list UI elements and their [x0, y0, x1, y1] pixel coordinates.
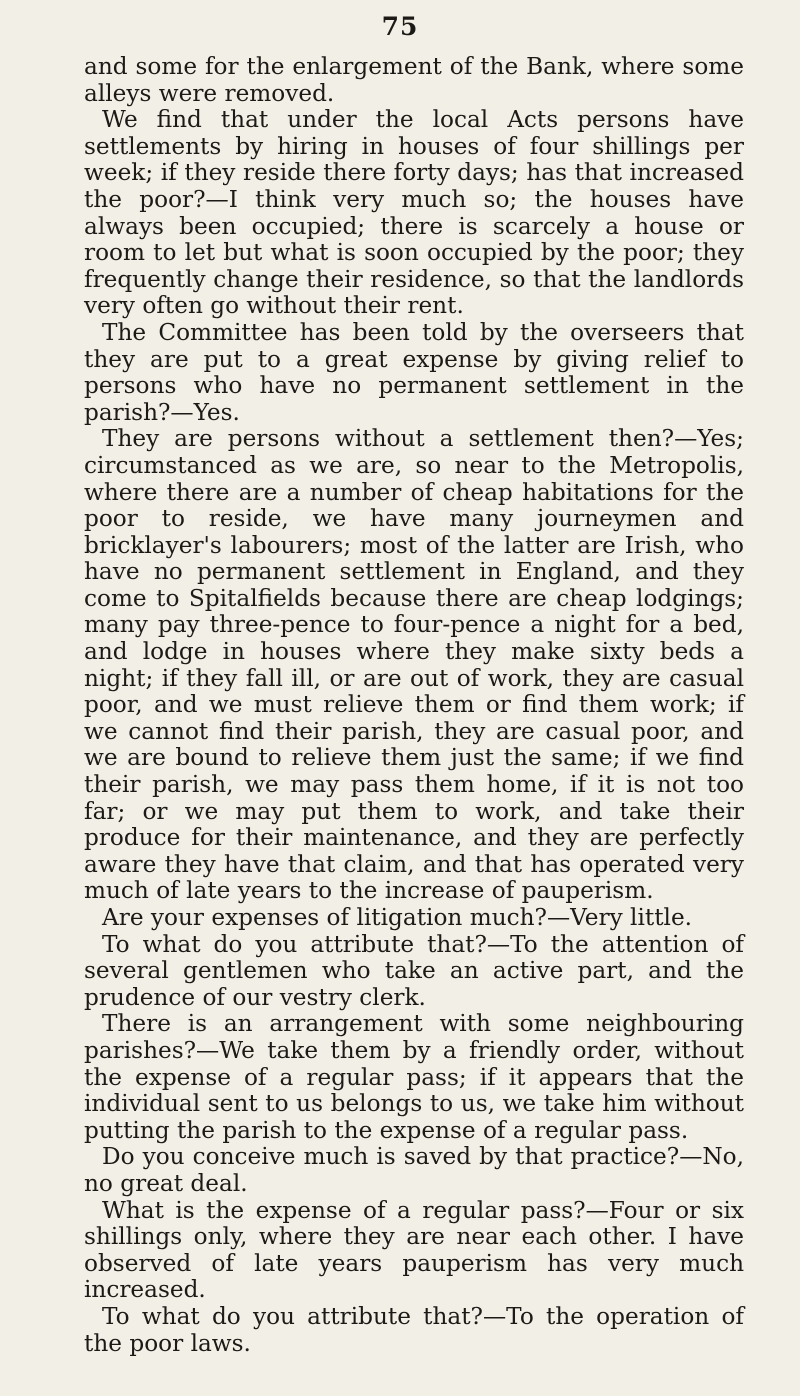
paragraph: What is the expense of a regular pass?—Four or six shillings only, where they are near each other. I have observed of late years pauperism has very much increased. [84, 1196, 744, 1304]
paragraph: To what do you attribute that?—To the attention of several gentlemen who take an active part, and the prudence of our vestry clerk. [84, 930, 744, 1011]
paragraph: Are your expenses of litigation much?—Very little. [102, 904, 693, 931]
body-text [84, 54, 744, 1357]
paragraph: There is an arrangement with some neighbouring parishes?—We take them by a friendly order, without the expense of a regular pass; if it appears that the individual sent to us belongs to us, we take him without putting the parish to the expense of a regular pass. [84, 1010, 744, 1144]
paragraph: They are persons without a settlement then?—Yes; circumstanced as we are, so near to the Metropolis, where there are a number of cheap habitations for the poor to reside, we have many journeymen and bricklayer's labourers; most of the latter are Irish, who have no permanent settlement in England, and they come to Spitalfields because there are cheap lodgings; many pay three-pence to four-pence a night for a bed, and lodge in houses where they make sixty beds a night; if they fall ill, or are out of work, they are casual poor, and we must relieve them or find them work; if we cannot find their parish, they are casual poor, and we are bound to relieve them just the same; if we find their parish, we may pass them home, if it is not too far; or we may put them to work, and take their produce for their maintenance, and they are perfectly aware they have that claim, and that has operated very much of late years to the increase of pauperism. [84, 425, 744, 905]
paragraph: We find that under the local Acts persons have settlements by hiring in houses of four shillings per week; if they reside there forty days; has that increased the poor?—I think very much so; the houses have always been occupied; there is scarcely a house or room to let but what is soon occupied by the poor; they frequently change their residence, so that the landlords very often go without their rent. [84, 106, 744, 320]
paragraph: and some for the enlargement of the Bank, where some alleys were removed. [84, 53, 744, 107]
page-number: 75 [381, 12, 419, 41]
paragraph: Do you conceive much is saved by that practice?—No, no great deal. [84, 1143, 744, 1197]
paragraph: The Committee has been told by the overseers that they are put to a great expense by giving relief to persons who have no permanent settlement in the parish?—Yes. [84, 318, 744, 426]
paragraph: To what do you attribute that?—To the operation of the poor laws. [84, 1302, 744, 1357]
